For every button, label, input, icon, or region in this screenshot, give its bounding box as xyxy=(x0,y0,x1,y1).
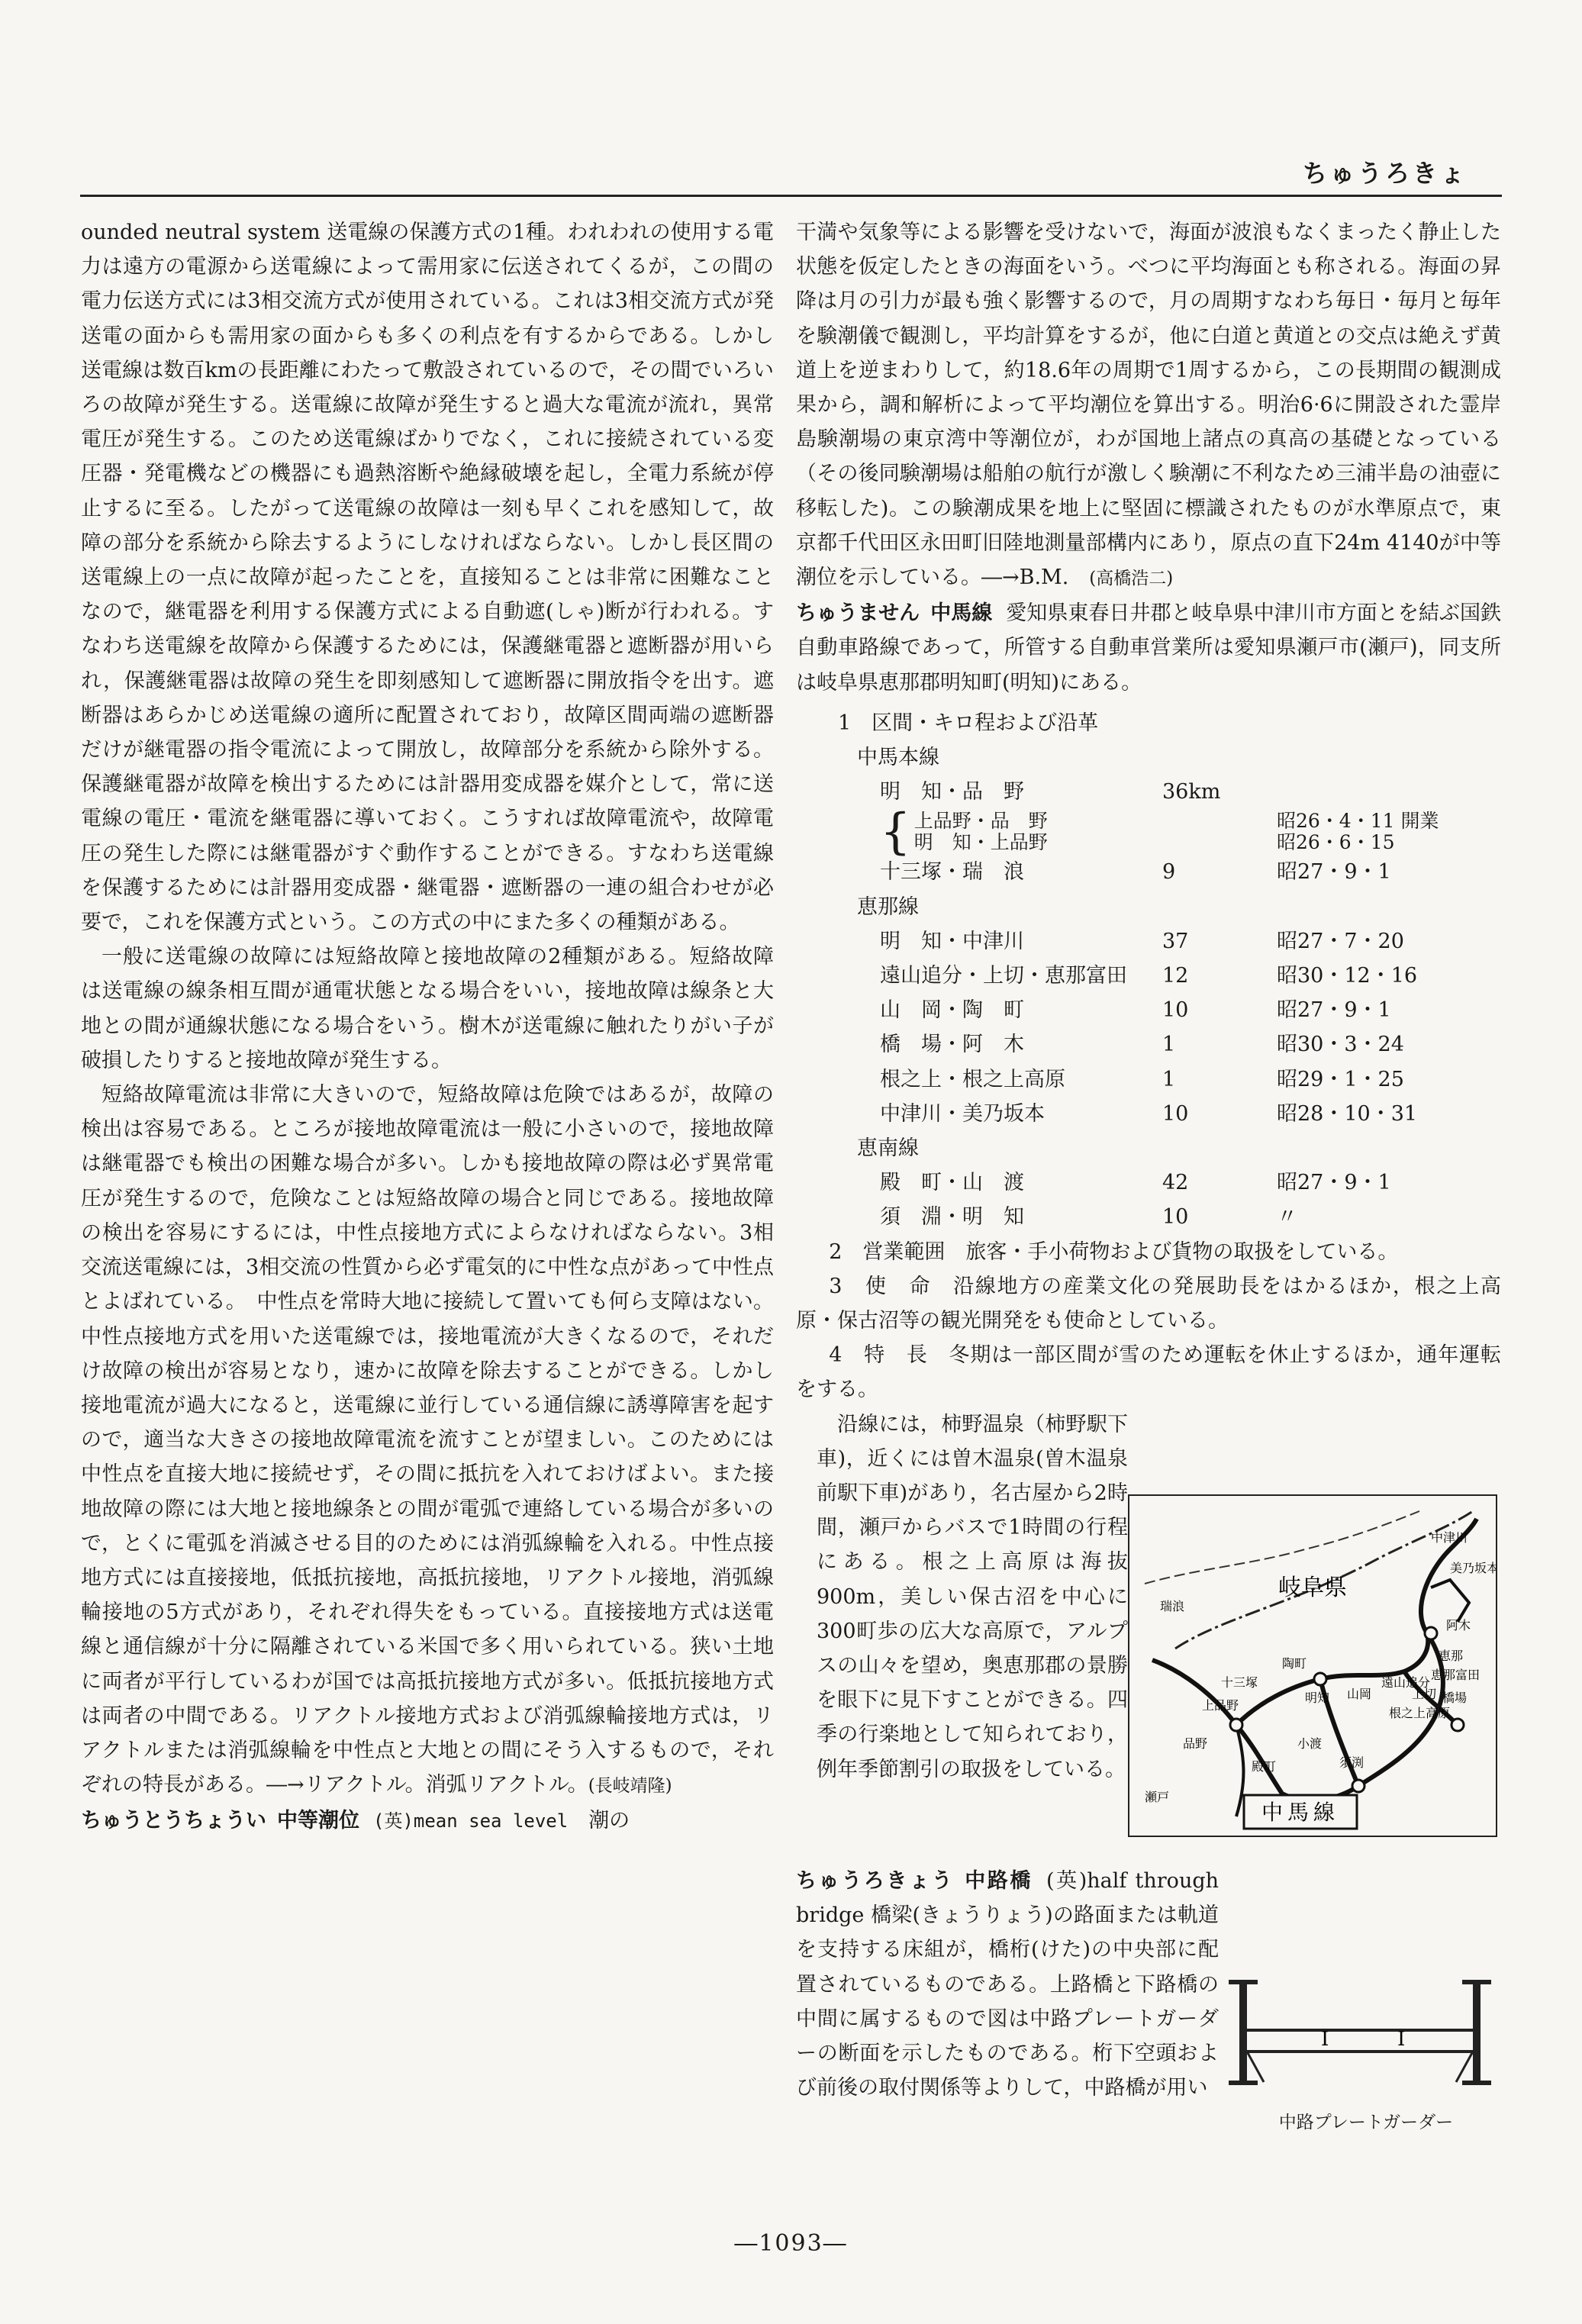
route-date: 昭27・7・20 xyxy=(1277,929,1404,953)
line-name: 恵南線 xyxy=(857,1136,919,1160)
author: (高橋浩二) xyxy=(1089,569,1174,589)
headword-kana: ちゅうろきょう xyxy=(796,1869,955,1893)
route-date: 昭27・9・1 xyxy=(1277,1171,1391,1195)
map-title: 中馬線 xyxy=(1261,1800,1340,1825)
route-km: 1 xyxy=(1162,1067,1176,1091)
route-row xyxy=(796,1097,1501,1131)
left-column xyxy=(81,215,774,1839)
place-label: 陶町 xyxy=(1282,1656,1307,1671)
entry-churo-kyou xyxy=(796,1864,1501,2184)
bus-route xyxy=(1152,1519,1477,1800)
bus-route xyxy=(1236,1725,1243,1816)
route-km: 37 xyxy=(1162,929,1189,953)
line-name: 恵那線 xyxy=(857,894,919,919)
route-name: 上品野・品 野 xyxy=(913,810,1048,833)
route-km: 10 xyxy=(1162,998,1189,1023)
place-label: 美乃坂本 xyxy=(1450,1561,1496,1575)
route-row xyxy=(796,1200,1501,1234)
headword-kanji: 中馬線 xyxy=(930,601,993,626)
route-name: 須 淵・明 知 xyxy=(880,1205,1024,1230)
section-title: 1 区間・キロ程および沿革 xyxy=(838,711,1099,735)
header-rule xyxy=(80,195,1502,197)
paragraph-text: 短絡故障電流は非常に大きいので，短絡故障は危険ではあるが，故障の検出は容易である。ところが接地故障電流は一般に小さいので，接地故障は継電器でも検出の困難な場合が多い。しかも接地故障の際は必ず異常電圧が発生するので，危険なことは短絡故障の場合と同じである。接地故障の検出を容易にするには，中性点接地方式によらなければならない。3相交流送電線には，3相交流の性質から必ず電気的に中性な点があって中性点とよばれている。 中性点を常時大地に接続して置いても何ら支障はない。中性点接地方式を用いた送電線では，接地電流が大きくなるので，それだけ故障の検出が容易となり，速かに故障を除去することができる。しかし接地電流が過大になると，送電線に並行している通信線に誘導障害を起すので，適当な大きさの接地故障電流を流すことが望ましい。このためには中性点を直接大地に接続せず，その間に抵抗を入れておけばよい。また接地故障の際には大地と接地線条との間が電弧で連絡している場合が多いので，とくに電弧を消滅させる目的のためには消弧線輪を入れる。中性点接地方式には直接接地，低抵抗接地，高抵抗接地，リアクトル接地，消弧線輪接地の5方式があり，それぞれ得失をもっている。直接接地方式は送電線と通信線が十分に隔離されている米国で多く用いられている。狭い土地に両者が平行しているわが国では高抵抗接地方式が多い。低抵抗接地方式は両者の中間である。リアクトル接地方式および消弧線輪接地方式は，リアクトルまたは消弧線輪を中性点と大地との間にそう入するもので，それぞれの特長がある。―→リアクトル。消弧リアクトル。 xyxy=(81,1083,774,1797)
place-label: 須渕 xyxy=(1339,1755,1365,1770)
prefecture-label: 岐阜県 xyxy=(1278,1575,1347,1601)
route-km: 42 xyxy=(1162,1171,1189,1195)
route-date: 昭28・10・31 xyxy=(1277,1101,1418,1126)
line-name: 中馬本線 xyxy=(857,746,939,770)
entry-text: 愛知県東春日井郡と岐阜県中津川市方面とを結ぶ国鉄自動車路線であって，所管する自動車営業所は愛知県瀬戸市(瀬戸)，同支所は岐阜県恵那郡明知町(明知)にある。 xyxy=(796,601,1501,695)
place-label: 遠山追分 xyxy=(1381,1675,1431,1690)
route-name: 殿 町・山 渡 xyxy=(880,1171,1024,1195)
place-label: 瑞浪 xyxy=(1160,1599,1185,1613)
stringer-label: I xyxy=(1321,2028,1329,2051)
bus-route xyxy=(1431,1580,1469,1622)
english-term: (英)mean sea level xyxy=(373,1810,569,1832)
running-head: ちゅうろきょ xyxy=(1302,159,1468,188)
station-marker xyxy=(1230,1719,1242,1731)
route-row xyxy=(796,1027,1501,1062)
entry-text: 潮の xyxy=(588,1809,630,1833)
route-km: 10 xyxy=(1162,1101,1189,1126)
route-row-pair xyxy=(796,804,1501,861)
place-label: 明知 xyxy=(1305,1691,1330,1705)
headword-kanji: 中路橋 xyxy=(965,1869,1033,1893)
place-label: 十三塚 xyxy=(1221,1675,1258,1690)
route-date: 昭29・1・25 xyxy=(1277,1067,1404,1091)
station-marker xyxy=(1425,1627,1437,1639)
route-name: 山 岡・陶 町 xyxy=(880,998,1024,1023)
station-marker xyxy=(1452,1719,1464,1731)
place-label: 橋場 xyxy=(1442,1691,1468,1705)
route-km: 9 xyxy=(1162,860,1176,885)
stringer-label: I xyxy=(1397,2028,1406,2051)
route-km: 1 xyxy=(1162,1033,1176,1057)
route-row xyxy=(796,924,1501,959)
place-label: 小渡 xyxy=(1297,1736,1323,1751)
route-name: 十三塚・瑞 浪 xyxy=(880,860,1024,885)
page-number: ―1093― xyxy=(734,2230,848,2257)
route-row xyxy=(796,993,1501,1027)
route-name: 明 知・上品野 xyxy=(913,831,1048,854)
route-name: 明 知・中津川 xyxy=(880,929,1024,953)
route-pair-names xyxy=(880,804,1162,861)
place-label: 山岡 xyxy=(1347,1687,1372,1701)
brace-glyph: { xyxy=(880,804,911,861)
station-marker xyxy=(1352,1780,1365,1792)
section-2: 2 営業範囲 旅客・手小荷物および貨物の取扱をしている。 xyxy=(829,1239,1399,1264)
entry-chuuma-sen xyxy=(796,596,1501,700)
prefecture-boundary xyxy=(1145,1511,1419,1584)
route-name: 根之上・根之上高原 xyxy=(880,1067,1065,1091)
place-label: 恵那 xyxy=(1439,1649,1464,1663)
route-row xyxy=(796,855,1501,889)
place-label: 根之上高原 xyxy=(1389,1706,1451,1720)
place-label: 恵那富田 xyxy=(1431,1668,1481,1682)
place-label: 阿木 xyxy=(1446,1618,1471,1633)
route-map xyxy=(1128,1494,1497,1837)
place-label: 中津川 xyxy=(1431,1530,1468,1545)
place-label: 品野 xyxy=(1183,1736,1208,1751)
route-name: 中津川・美乃坂本 xyxy=(880,1101,1045,1126)
route-date: 昭30・3・24 xyxy=(1277,1033,1404,1057)
paragraph-mean-sea-level xyxy=(796,215,1501,596)
section-4: 4 特 長 冬期は一部区間が雪のため運転を休止するほか，通年運転をする。 xyxy=(796,1343,1501,1402)
route-date: 昭26・6・15 xyxy=(1277,831,1395,854)
entry-text: (英)half through bridge 橋梁(きょうりょう)の路面または軌道を支持する床組が，橋桁(けた)の中央部に配置されているものである。上路橋と下路橋の中間に属するもので図は中路プレートガーダーの断面を示したものである。桁下空頭および前後の取付関係等よりして，中路橋が用い xyxy=(796,1869,1220,2100)
route-date: 〃 xyxy=(1277,1205,1297,1230)
paragraph-grounding-methods xyxy=(81,1078,774,1803)
route-row xyxy=(796,1165,1501,1200)
route-km: 12 xyxy=(1162,964,1189,988)
paragraph-text: 干満や気象等による影響を受けないで，海面が波浪もなくまったく静止した状態を仮定したときの海面をいう。べつに平均海面とも称される。海面の昇降は月の引力が最も強く影響するので，月の周期すなわち毎日・毎月と毎年を験潮儀で観測し，平均計算をするが，他に白道と黄道との交点は絶えず黄道上を逆まわりして，約18.6年の周期で1周するから，この長期間の観測成果から，調和解析によって平均潮位を算出する。明治6·6に開設された霊岸島験潮場の東京湾中等潮位が，わが国地上諸点の真高の基礎となっている（その後同験潮場は船舶の航行が激しく験潮に不利なため三浦半島の油壺に移転した)。この験潮成果を地上に堅固に標識されたものが水準原点で，東京都千代田区永田町旧陸地測量部構内にあり，原点の直下24m 4140が中等潮位を示している。―→B.M. xyxy=(796,221,1501,590)
route-row xyxy=(796,1062,1501,1097)
place-label: 瀬戸 xyxy=(1145,1790,1170,1804)
headword-kana: ちゅうません xyxy=(796,601,920,626)
route-date: 昭27・9・1 xyxy=(1277,860,1391,885)
headword-kana: ちゅうとうちょうい xyxy=(81,1809,266,1833)
route-name: 橋 場・阿 木 xyxy=(880,1033,1024,1057)
paragraph-text: 沿線には，柿野温泉（柿野駅下車)，近くには曽木温泉(曽木温泉前駅下車)があり，名古屋から2時間，瀬戸からバスで1時間の行程にある。根之上高原は海抜900m，美しい保古沼を中心に300町歩の広大な高原で，アルプスの山々を望め，奥恵那郡の景勝を眼下に見下すことができる。四季の行楽地として知られており，例年季節割引の取扱をしている。 xyxy=(817,1412,1128,1781)
route-name: 明 知・品 野 xyxy=(880,780,1024,804)
route-date: 昭26・4・11 開業 xyxy=(1277,810,1439,833)
headword-kanji: 中等潮位 xyxy=(277,1809,359,1833)
paragraph-neutral-grounding: ounded neutral system 送電線の保護方式の1種。われわれの使用する電力は遠方の電源から送電線によって需用家に伝送されてくるが，この間の電力伝送方式には3相交流方式が使用されている。これは3相交流方式が発送電の面からも需用家の面からも多くの利点を有するからである。しかし送電線は数百kmの長距離にわたって敷設されているので，その間でいろいろの故障が発生する。送電線に故障が発生すると過大な電流が流れ，異常電圧が発生する。このため送電線ばかりでなく，これに接続されている変圧器・発電機などの機器にも過熱溶断や絶縁破壊を起し，全電力系統が停止するに至る。したがって送電線の故障は一刻も早くこれを感知して，故障の部分を系統から除去するようにしなければならない。しかし長区間の送電線上の一点に故障が起ったことを，直接知ることは非常に困難なことなので，継電器を利用する保護方式による自動遮(しゃ)断が行われる。すなわち送電線を故障から保護するためには，保護継電器と遮断器が用いられ，保護継電器は故障の発生を即刻感知して遮断器に開放指令を出す。遮断器はあらかじめ送電線の適所に配置されており，故障区間両端の遮断器だけが継電器の指令電流によって開放し，故障部分を系統から除外する。保護継電器が故障を検出するためには計器用変成器を媒介として，常に送電線の電圧・電流を継電器に導いておく。こうすれば故障電流や，故障電圧の発生した際には継電器がすぐ動作することができる。すなわち送電線を保護するためには計器用変成器・継電器・遮断器の一連の組合わせが必要で，これを保護方式という。この方式の中にまた多くの種類がある。 xyxy=(81,221,774,935)
station-marker xyxy=(1314,1673,1326,1685)
place-label: 殿町 xyxy=(1252,1759,1277,1774)
entry-chutou-choui xyxy=(81,1803,774,1839)
author: (長岐靖隆) xyxy=(588,1776,672,1797)
section-3: 3 使 命 沿線地方の産業文化の発展助長をはかるほか，根之上高原・保古沼等の観光開発をも使命としている。 xyxy=(796,1274,1501,1333)
place-label: 上品野 xyxy=(1202,1698,1239,1713)
route-map-drawing xyxy=(1129,1496,1496,1836)
route-date: 昭27・9・1 xyxy=(1277,998,1391,1023)
route-date: 昭30・12・16 xyxy=(1277,964,1418,988)
route-row xyxy=(796,959,1501,993)
route-km: 36km xyxy=(1162,780,1221,804)
route-name: 遠山追分・上切・恵那富田 xyxy=(880,964,1127,988)
diagram-caption: 中路プレートガーダー xyxy=(1278,2113,1454,2132)
place-label: 上切 xyxy=(1412,1687,1437,1701)
paragraph-fault-types: 一般に送電線の故障には短絡故障と接地故障の2種類がある。短絡故障は送電線の線条相互間が通電状態となる場合をいい，接地故障は線条と大地との間が通線状態になる場合をいう。樹木が送電線に触れたりがい子が破損したりすると接地故障が発生する。 xyxy=(81,945,774,1072)
route-km: 10 xyxy=(1162,1205,1189,1230)
